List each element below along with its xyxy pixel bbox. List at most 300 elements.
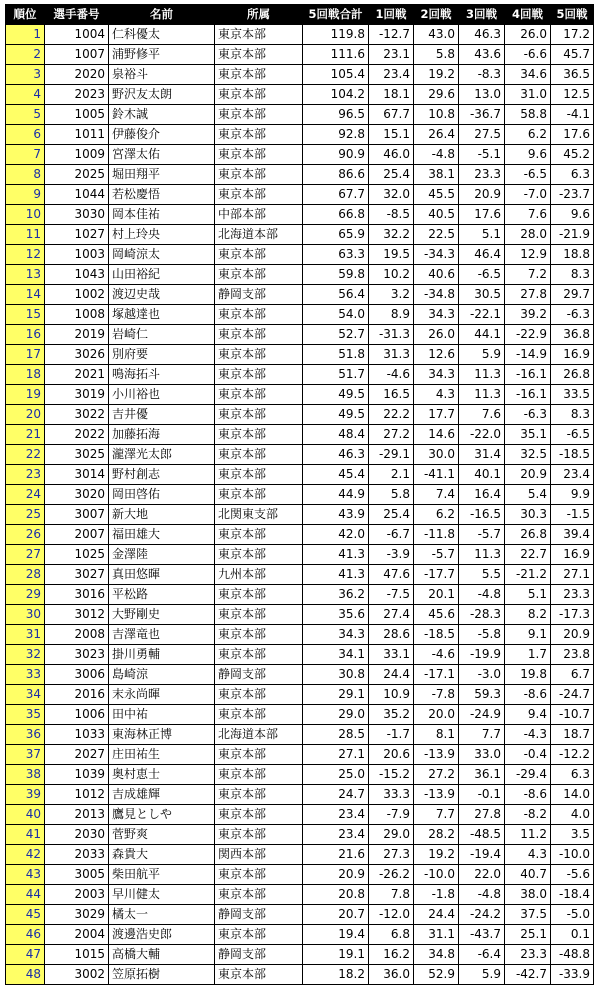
table-row — [6, 305, 594, 325]
player-id-cell: 3016 — [45, 585, 109, 605]
total-cell: 45.4 — [303, 465, 369, 485]
round-1-cell: 31.3 — [369, 345, 414, 365]
round-5-cell: 39.4 — [551, 525, 594, 545]
total-cell: 44.9 — [303, 485, 369, 505]
round-5-cell: 4.0 — [551, 805, 594, 825]
name-cell: 田中祐 — [109, 705, 215, 725]
affiliation-cell: 東京本部 — [215, 785, 303, 805]
rank-cell: 5 — [6, 105, 45, 125]
total-cell: 23.4 — [303, 805, 369, 825]
table-row — [6, 105, 594, 125]
player-id-cell: 3022 — [45, 405, 109, 425]
rank-cell: 26 — [6, 525, 45, 545]
affiliation-cell: 東京本部 — [215, 385, 303, 405]
round-1-cell: -12.0 — [369, 905, 414, 925]
player-id-cell: 1005 — [45, 105, 109, 125]
total-cell: 49.5 — [303, 385, 369, 405]
round-1-cell: 32.0 — [369, 185, 414, 205]
round-3-cell: -0.1 — [459, 785, 505, 805]
affiliation-cell: 北海道本部 — [215, 225, 303, 245]
name-cell: 末永尚暉 — [109, 685, 215, 705]
round-2-cell: 31.1 — [414, 925, 459, 945]
round-1-cell: 20.6 — [369, 745, 414, 765]
total-cell: 51.8 — [303, 345, 369, 365]
round-5-cell: -5.0 — [551, 905, 594, 925]
rank-cell: 17 — [6, 345, 45, 365]
round-5-cell: -6.5 — [551, 425, 594, 445]
round-1-cell: 16.2 — [369, 945, 414, 965]
table-row — [6, 625, 594, 645]
rank-cell: 47 — [6, 945, 45, 965]
rank-cell: 9 — [6, 185, 45, 205]
round-2-cell: 17.7 — [414, 405, 459, 425]
affiliation-cell: 東京本部 — [215, 585, 303, 605]
rank-cell: 4 — [6, 85, 45, 105]
round-2-cell: 34.3 — [414, 365, 459, 385]
total-cell: 63.3 — [303, 245, 369, 265]
total-cell: 65.9 — [303, 225, 369, 245]
table-row — [6, 345, 594, 365]
rank-cell: 3 — [6, 65, 45, 85]
round-2-cell: 27.2 — [414, 765, 459, 785]
round-3-cell: 13.0 — [459, 85, 505, 105]
round-4-cell: 7.6 — [505, 205, 551, 225]
round-5-cell: -18.5 — [551, 445, 594, 465]
affiliation-cell: 東京本部 — [215, 525, 303, 545]
rank-cell: 18 — [6, 365, 45, 385]
table-row — [6, 265, 594, 285]
rank-cell: 11 — [6, 225, 45, 245]
total-cell: 59.8 — [303, 265, 369, 285]
name-cell: 福田雄大 — [109, 525, 215, 545]
round-2-cell: 14.6 — [414, 425, 459, 445]
round-5-cell: 36.8 — [551, 325, 594, 345]
player-id-cell: 2025 — [45, 165, 109, 185]
player-id-cell: 3029 — [45, 905, 109, 925]
affiliation-cell: 東京本部 — [215, 405, 303, 425]
table-row — [6, 145, 594, 165]
player-id-cell: 2016 — [45, 685, 109, 705]
round-3-cell: 11.3 — [459, 385, 505, 405]
round-5-cell: 9.6 — [551, 205, 594, 225]
round-4-cell: 5.1 — [505, 585, 551, 605]
player-id-cell: 1027 — [45, 225, 109, 245]
name-cell: 岡崎涼太 — [109, 245, 215, 265]
total-cell: 36.2 — [303, 585, 369, 605]
player-id-cell: 2019 — [45, 325, 109, 345]
round-5-cell: 17.6 — [551, 125, 594, 145]
name-cell: 仁科優太 — [109, 25, 215, 45]
round-4-cell: 32.5 — [505, 445, 551, 465]
table-row — [6, 405, 594, 425]
round-2-cell: 29.6 — [414, 85, 459, 105]
round-3-cell: -48.5 — [459, 825, 505, 845]
round-3-cell: 46.3 — [459, 25, 505, 45]
player-id-cell: 3007 — [45, 505, 109, 525]
total-cell: 20.8 — [303, 885, 369, 905]
table-row — [6, 525, 594, 545]
table-row — [6, 465, 594, 485]
affiliation-cell: 東京本部 — [215, 965, 303, 985]
rank-cell: 1 — [6, 25, 45, 45]
round-3-cell: 11.3 — [459, 365, 505, 385]
round-2-cell: 12.6 — [414, 345, 459, 365]
name-cell: 岩崎仁 — [109, 325, 215, 345]
affiliation-cell: 東京本部 — [215, 305, 303, 325]
rank-cell: 42 — [6, 845, 45, 865]
round-1-cell: -4.6 — [369, 365, 414, 385]
player-id-cell: 1012 — [45, 785, 109, 805]
name-cell: 吉成雄輝 — [109, 785, 215, 805]
rank-cell: 29 — [6, 585, 45, 605]
total-cell: 35.6 — [303, 605, 369, 625]
header-round-1: 1回戦 — [369, 5, 414, 25]
round-2-cell: -11.8 — [414, 525, 459, 545]
table-row — [6, 205, 594, 225]
affiliation-cell: 東京本部 — [215, 545, 303, 565]
round-4-cell: 1.7 — [505, 645, 551, 665]
round-3-cell: 46.4 — [459, 245, 505, 265]
name-cell: 高橋大輔 — [109, 945, 215, 965]
player-id-cell: 3020 — [45, 485, 109, 505]
round-2-cell: 4.3 — [414, 385, 459, 405]
player-id-cell: 1002 — [45, 285, 109, 305]
round-1-cell: 3.2 — [369, 285, 414, 305]
round-1-cell: 46.0 — [369, 145, 414, 165]
header-row — [6, 5, 594, 25]
round-2-cell: 5.8 — [414, 45, 459, 65]
round-2-cell: -17.1 — [414, 665, 459, 685]
rank-cell: 41 — [6, 825, 45, 845]
round-3-cell: 5.5 — [459, 565, 505, 585]
name-cell: 宮澤太佑 — [109, 145, 215, 165]
round-4-cell: 6.2 — [505, 125, 551, 145]
round-2-cell: 52.9 — [414, 965, 459, 985]
player-id-cell: 1008 — [45, 305, 109, 325]
round-3-cell: 40.1 — [459, 465, 505, 485]
round-4-cell: 39.2 — [505, 305, 551, 325]
round-3-cell: -5.1 — [459, 145, 505, 165]
affiliation-cell: 東京本部 — [215, 705, 303, 725]
player-id-cell: 1006 — [45, 705, 109, 725]
table-body — [6, 25, 594, 985]
name-cell: 橘太一 — [109, 905, 215, 925]
affiliation-cell: 東京本部 — [215, 25, 303, 45]
total-cell: 43.9 — [303, 505, 369, 525]
player-id-cell: 2033 — [45, 845, 109, 865]
affiliation-cell: 東京本部 — [215, 125, 303, 145]
name-cell: 奥村恵士 — [109, 765, 215, 785]
table-row — [6, 125, 594, 145]
round-5-cell: 33.5 — [551, 385, 594, 405]
rank-cell: 30 — [6, 605, 45, 625]
table-row — [6, 685, 594, 705]
table-row — [6, 85, 594, 105]
affiliation-cell: 東京本部 — [215, 85, 303, 105]
round-1-cell: 23.1 — [369, 45, 414, 65]
rank-cell: 48 — [6, 965, 45, 985]
round-2-cell: 28.2 — [414, 825, 459, 845]
round-5-cell: -48.8 — [551, 945, 594, 965]
total-cell: 54.0 — [303, 305, 369, 325]
name-cell: 浦野修平 — [109, 45, 215, 65]
rank-cell: 8 — [6, 165, 45, 185]
table-row — [6, 965, 594, 985]
rank-cell: 10 — [6, 205, 45, 225]
name-cell: 掛川勇輔 — [109, 645, 215, 665]
table-row — [6, 365, 594, 385]
round-4-cell: 58.8 — [505, 105, 551, 125]
round-5-cell: 26.8 — [551, 365, 594, 385]
round-2-cell: 19.2 — [414, 845, 459, 865]
player-id-cell: 1015 — [45, 945, 109, 965]
rank-cell: 22 — [6, 445, 45, 465]
table-row — [6, 565, 594, 585]
total-cell: 34.1 — [303, 645, 369, 665]
name-cell: 鈴木誠 — [109, 105, 215, 125]
name-cell: 小川裕也 — [109, 385, 215, 405]
round-5-cell: 8.3 — [551, 405, 594, 425]
player-id-cell: 2030 — [45, 825, 109, 845]
round-2-cell: 10.8 — [414, 105, 459, 125]
round-1-cell: 27.2 — [369, 425, 414, 445]
round-1-cell: -7.9 — [369, 805, 414, 825]
total-cell: 51.7 — [303, 365, 369, 385]
round-3-cell: -43.7 — [459, 925, 505, 945]
round-3-cell: -6.5 — [459, 265, 505, 285]
player-id-cell: 1039 — [45, 765, 109, 785]
table-row — [6, 25, 594, 45]
table-row — [6, 745, 594, 765]
round-5-cell: 0.1 — [551, 925, 594, 945]
round-3-cell: -4.8 — [459, 885, 505, 905]
round-4-cell: 7.2 — [505, 265, 551, 285]
player-id-cell: 1025 — [45, 545, 109, 565]
affiliation-cell: 東京本部 — [215, 825, 303, 845]
rank-cell: 39 — [6, 785, 45, 805]
round-2-cell: -18.5 — [414, 625, 459, 645]
affiliation-cell: 東京本部 — [215, 345, 303, 365]
table-row — [6, 605, 594, 625]
round-3-cell: -36.7 — [459, 105, 505, 125]
total-cell: 42.0 — [303, 525, 369, 545]
round-5-cell: 14.0 — [551, 785, 594, 805]
round-4-cell: 40.7 — [505, 865, 551, 885]
round-1-cell: 19.5 — [369, 245, 414, 265]
total-cell: 23.4 — [303, 825, 369, 845]
name-cell: 瀧澤光太郎 — [109, 445, 215, 465]
round-5-cell: -1.5 — [551, 505, 594, 525]
round-5-cell: 3.5 — [551, 825, 594, 845]
round-5-cell: -5.6 — [551, 865, 594, 885]
round-4-cell: 22.7 — [505, 545, 551, 565]
round-1-cell: 25.4 — [369, 165, 414, 185]
round-4-cell: -16.1 — [505, 385, 551, 405]
name-cell: 野村創志 — [109, 465, 215, 485]
affiliation-cell: 東京本部 — [215, 45, 303, 65]
round-1-cell: 18.1 — [369, 85, 414, 105]
player-id-cell: 3026 — [45, 345, 109, 365]
round-1-cell: -1.7 — [369, 725, 414, 745]
affiliation-cell: 東京本部 — [215, 65, 303, 85]
table-row — [6, 945, 594, 965]
affiliation-cell: 静岡支部 — [215, 945, 303, 965]
name-cell: 若松慶悟 — [109, 185, 215, 205]
round-4-cell: 4.3 — [505, 845, 551, 865]
affiliation-cell: 九州本部 — [215, 565, 303, 585]
name-cell: 野沢友太朗 — [109, 85, 215, 105]
total-cell: 19.4 — [303, 925, 369, 945]
table-row — [6, 245, 594, 265]
round-2-cell: -1.8 — [414, 885, 459, 905]
round-5-cell: -18.4 — [551, 885, 594, 905]
round-4-cell: 31.0 — [505, 85, 551, 105]
rank-cell: 27 — [6, 545, 45, 565]
round-4-cell: 34.6 — [505, 65, 551, 85]
round-5-cell: 17.2 — [551, 25, 594, 45]
round-1-cell: -8.5 — [369, 205, 414, 225]
total-cell: 19.1 — [303, 945, 369, 965]
table-row — [6, 645, 594, 665]
table-row — [6, 805, 594, 825]
player-id-cell: 2027 — [45, 745, 109, 765]
round-2-cell: -4.6 — [414, 645, 459, 665]
header-rank: 順位 — [6, 5, 45, 25]
round-1-cell: -15.2 — [369, 765, 414, 785]
rank-cell: 37 — [6, 745, 45, 765]
round-3-cell: -5.7 — [459, 525, 505, 545]
round-2-cell: 34.8 — [414, 945, 459, 965]
round-3-cell: -24.2 — [459, 905, 505, 925]
name-cell: 堀田翔平 — [109, 165, 215, 185]
rank-cell: 16 — [6, 325, 45, 345]
total-cell: 20.9 — [303, 865, 369, 885]
rank-cell: 28 — [6, 565, 45, 585]
affiliation-cell: 静岡支部 — [215, 905, 303, 925]
total-cell: 27.1 — [303, 745, 369, 765]
round-2-cell: 7.4 — [414, 485, 459, 505]
round-4-cell: 23.3 — [505, 945, 551, 965]
affiliation-cell: 東京本部 — [215, 645, 303, 665]
table-row — [6, 885, 594, 905]
round-5-cell: 36.5 — [551, 65, 594, 85]
round-3-cell: 16.4 — [459, 485, 505, 505]
round-4-cell: 27.8 — [505, 285, 551, 305]
round-3-cell: -22.0 — [459, 425, 505, 445]
round-3-cell: 20.9 — [459, 185, 505, 205]
round-5-cell: 27.1 — [551, 565, 594, 585]
rank-cell: 46 — [6, 925, 45, 945]
affiliation-cell: 東京本部 — [215, 605, 303, 625]
table-row — [6, 425, 594, 445]
total-cell: 49.5 — [303, 405, 369, 425]
round-4-cell: -21.2 — [505, 565, 551, 585]
total-cell: 25.0 — [303, 765, 369, 785]
player-id-cell: 3019 — [45, 385, 109, 405]
ranking-table — [5, 4, 594, 985]
total-cell: 96.5 — [303, 105, 369, 125]
round-5-cell: -10.7 — [551, 705, 594, 725]
name-cell: 加藤拓海 — [109, 425, 215, 445]
round-4-cell: -29.4 — [505, 765, 551, 785]
round-3-cell: 23.3 — [459, 165, 505, 185]
total-cell: 34.3 — [303, 625, 369, 645]
total-cell: 20.7 — [303, 905, 369, 925]
round-4-cell: 9.6 — [505, 145, 551, 165]
round-5-cell: -33.9 — [551, 965, 594, 985]
round-4-cell: -8.6 — [505, 785, 551, 805]
table-row — [6, 325, 594, 345]
player-id-cell: 1007 — [45, 45, 109, 65]
round-3-cell: 5.9 — [459, 965, 505, 985]
header-round-5: 5回戦 — [551, 5, 594, 25]
round-4-cell: 30.3 — [505, 505, 551, 525]
affiliation-cell: 東京本部 — [215, 765, 303, 785]
rank-cell: 6 — [6, 125, 45, 145]
round-3-cell: -4.8 — [459, 585, 505, 605]
round-4-cell: -7.0 — [505, 185, 551, 205]
round-2-cell: 34.3 — [414, 305, 459, 325]
table-row — [6, 725, 594, 745]
table-row — [6, 705, 594, 725]
rank-cell: 12 — [6, 245, 45, 265]
round-5-cell: 18.7 — [551, 725, 594, 745]
round-2-cell: 40.6 — [414, 265, 459, 285]
table-row — [6, 665, 594, 685]
name-cell: 岡本佳祐 — [109, 205, 215, 225]
round-1-cell: 28.6 — [369, 625, 414, 645]
affiliation-cell: 東京本部 — [215, 625, 303, 645]
round-4-cell: -6.5 — [505, 165, 551, 185]
affiliation-cell: 東京本部 — [215, 325, 303, 345]
round-2-cell: 8.1 — [414, 725, 459, 745]
table-row — [6, 185, 594, 205]
round-5-cell: 23.8 — [551, 645, 594, 665]
round-2-cell: 40.5 — [414, 205, 459, 225]
affiliation-cell: 東京本部 — [215, 465, 303, 485]
rank-cell: 21 — [6, 425, 45, 445]
round-5-cell: -4.1 — [551, 105, 594, 125]
round-4-cell: -6.6 — [505, 45, 551, 65]
round-2-cell: 43.0 — [414, 25, 459, 45]
total-cell: 105.4 — [303, 65, 369, 85]
affiliation-cell: 東京本部 — [215, 685, 303, 705]
table-row — [6, 925, 594, 945]
round-4-cell: 5.4 — [505, 485, 551, 505]
table-row — [6, 385, 594, 405]
player-id-cell: 2004 — [45, 925, 109, 945]
round-1-cell: -12.7 — [369, 25, 414, 45]
name-cell: 塚越達也 — [109, 305, 215, 325]
rank-cell: 31 — [6, 625, 45, 645]
round-4-cell: 37.5 — [505, 905, 551, 925]
affiliation-cell: 北海道本部 — [215, 725, 303, 745]
round-4-cell: 28.0 — [505, 225, 551, 245]
rank-cell: 15 — [6, 305, 45, 325]
round-3-cell: -16.5 — [459, 505, 505, 525]
rank-cell: 45 — [6, 905, 45, 925]
total-cell: 111.6 — [303, 45, 369, 65]
name-cell: 新大地 — [109, 505, 215, 525]
affiliation-cell: 静岡支部 — [215, 665, 303, 685]
player-id-cell: 3006 — [45, 665, 109, 685]
round-3-cell: 7.7 — [459, 725, 505, 745]
round-3-cell: 22.0 — [459, 865, 505, 885]
name-cell: 別府要 — [109, 345, 215, 365]
name-cell: 柴田航平 — [109, 865, 215, 885]
player-id-cell: 2003 — [45, 885, 109, 905]
round-4-cell: -4.3 — [505, 725, 551, 745]
